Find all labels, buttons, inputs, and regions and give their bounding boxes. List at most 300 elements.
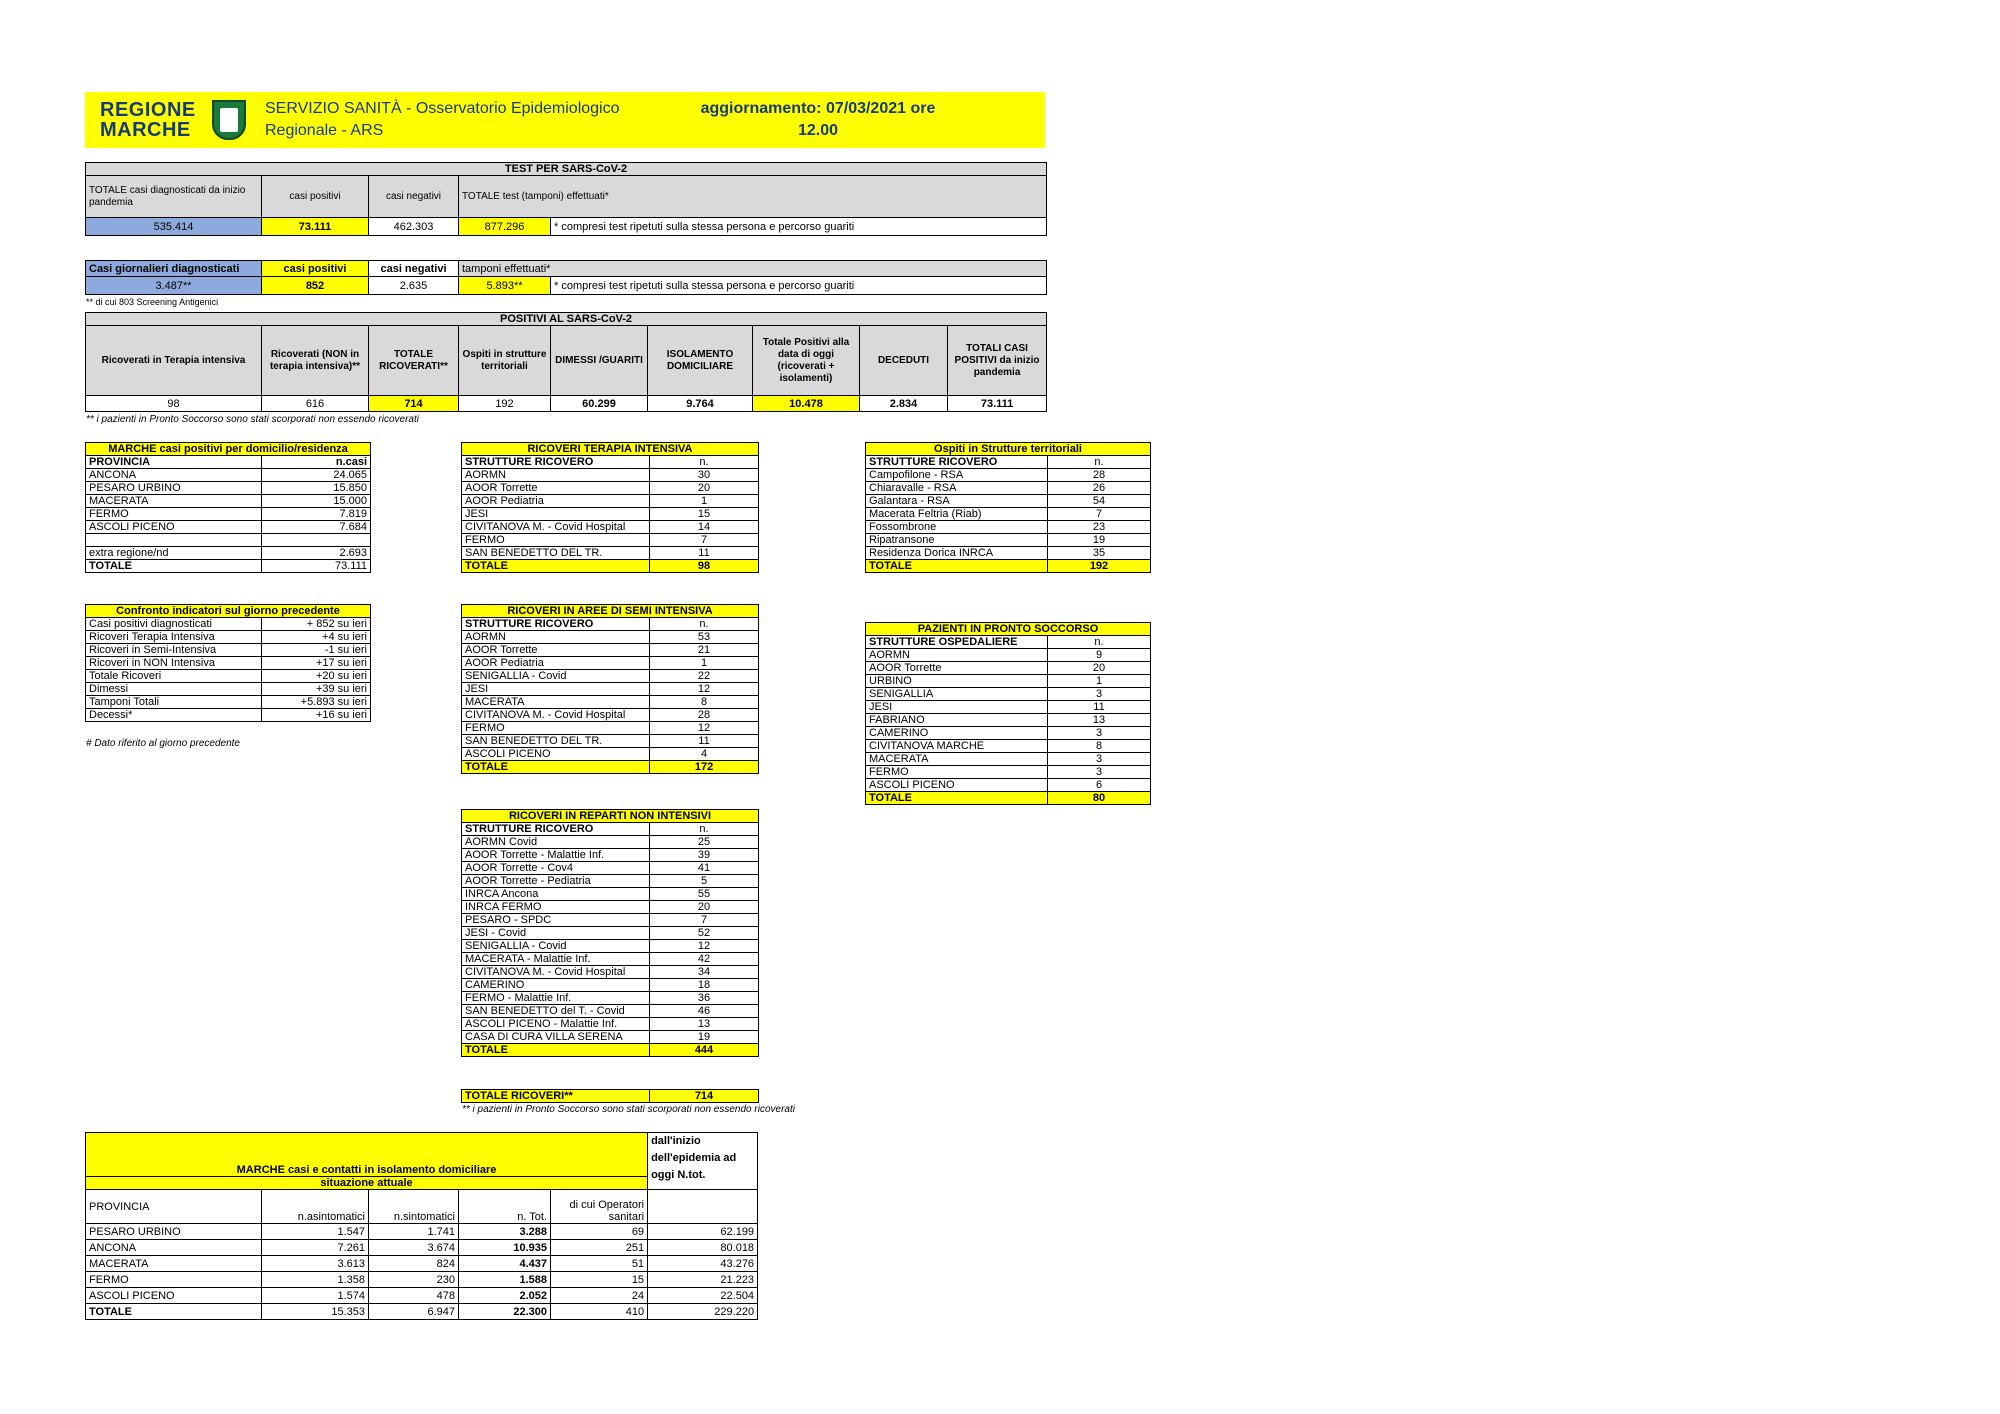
table-row bbox=[86, 469, 371, 482]
tests-title: TEST PER SARS-CoV-2 bbox=[86, 163, 1047, 176]
positives-value: 60.299 bbox=[551, 396, 648, 412]
nonint-row-value: 25 bbox=[650, 836, 759, 849]
table-row bbox=[462, 735, 759, 748]
icu-row-value: 11 bbox=[650, 547, 759, 560]
isolation-cell: 24 bbox=[551, 1288, 648, 1304]
compare-row-value: +16 su ieri bbox=[262, 709, 371, 722]
nonint-row-label: SAN BENEDETTO del T. - Covid bbox=[462, 1005, 650, 1018]
nonint-row-label: PESARO - SPDC bbox=[462, 914, 650, 927]
table-row bbox=[86, 1272, 758, 1288]
semi-row-label: CIVITANOVA M. - Covid Hospital bbox=[462, 709, 650, 722]
positives-title: POSITIVI AL SARS-CoV-2 bbox=[86, 313, 1047, 326]
regione-marche-logo bbox=[100, 98, 250, 144]
table-row bbox=[866, 675, 1151, 688]
compare-row-label: Ricoveri Terapia Intensiva bbox=[86, 631, 262, 644]
ospiti-col2: n. bbox=[1048, 456, 1151, 469]
table-row bbox=[86, 631, 371, 644]
nonint-row-value: 36 bbox=[650, 992, 759, 1005]
ps-row-label: JESI bbox=[866, 701, 1048, 714]
ps-row-value: 11 bbox=[1048, 701, 1151, 714]
table-row bbox=[866, 740, 1151, 753]
positives-header: Ricoverati (NON in terapia intensiva)** bbox=[262, 326, 369, 396]
table-row bbox=[462, 683, 759, 696]
tests-h-positive: casi positivi bbox=[262, 176, 369, 218]
icu-total-value: 98 bbox=[650, 560, 759, 573]
nonint-row-label: CAMERINO bbox=[462, 979, 650, 992]
semi-row-value: 12 bbox=[650, 683, 759, 696]
isolation-cell: 7.261 bbox=[262, 1240, 369, 1256]
tests-h-total: TOTALE casi diagnosticati da inizio pandemia bbox=[86, 176, 262, 218]
icu-row-label: AOOR Pediatria bbox=[462, 495, 650, 508]
ps-row-label: FABRIANO bbox=[866, 714, 1048, 727]
table-row bbox=[86, 534, 371, 547]
isolation-cell: 1.358 bbox=[262, 1272, 369, 1288]
compare-row-label: Ricoveri in NON Intensiva bbox=[86, 657, 262, 670]
table-row bbox=[462, 862, 759, 875]
ospiti-row-value: 26 bbox=[1048, 482, 1151, 495]
tests-v-negative: 462.303 bbox=[369, 218, 459, 236]
province-row-value: 15.000 bbox=[262, 495, 371, 508]
table-row bbox=[866, 766, 1151, 779]
table-row bbox=[866, 779, 1151, 792]
tests-v-tests: 877.296 bbox=[459, 218, 551, 236]
positives-value: 714 bbox=[369, 396, 459, 412]
ps-row-label: ASCOLI PICENO bbox=[866, 779, 1048, 792]
tot-ricoveri-value: 714 bbox=[650, 1090, 759, 1103]
table-row bbox=[866, 688, 1151, 701]
ps-row-value: 6 bbox=[1048, 779, 1151, 792]
header-title-line2: Regionale - ARS bbox=[265, 122, 384, 139]
isolation-cell: 51 bbox=[551, 1256, 648, 1272]
table-row bbox=[462, 1005, 759, 1018]
ospiti-row-label: Residenza Dorica INRCA bbox=[866, 547, 1048, 560]
positives-value: 10.478 bbox=[753, 396, 860, 412]
positives-header: Totale Positivi alla data di oggi (ricoverati + isolamenti) bbox=[753, 326, 860, 396]
header-update bbox=[688, 98, 948, 142]
table-row bbox=[462, 992, 759, 1005]
table-row bbox=[462, 979, 759, 992]
table-row bbox=[86, 696, 371, 709]
positives-header: TOTALE RICOVERATI** bbox=[369, 326, 459, 396]
icu-row-label: FERMO bbox=[462, 534, 650, 547]
nonint-row-value: 5 bbox=[650, 875, 759, 888]
compare-title: Confronto indicatori sul giorno precedente bbox=[86, 605, 371, 618]
positives-header: TOTALI CASI POSITIVI da inizio pandemia bbox=[948, 326, 1047, 396]
icu-table bbox=[461, 442, 759, 573]
table-row bbox=[866, 753, 1151, 766]
positives-value: 98 bbox=[86, 396, 262, 412]
nonint-row-value: 7 bbox=[650, 914, 759, 927]
semi-row-value: 53 bbox=[650, 631, 759, 644]
semi-row-label: JESI bbox=[462, 683, 650, 696]
compare-row-label: Ricoveri in Semi-Intensiva bbox=[86, 644, 262, 657]
nonint-col1: STRUTTURE RICOVERO bbox=[462, 823, 650, 836]
compare-row-value: +5.893 su ieri bbox=[262, 696, 371, 709]
isolation-total-cell: 229.220 bbox=[648, 1304, 758, 1320]
ps-row-value: 3 bbox=[1048, 766, 1151, 779]
tot-ricoveri-label: TOTALE RICOVERI** bbox=[462, 1090, 650, 1103]
table-row bbox=[462, 657, 759, 670]
isolation-total-cell: 22.300 bbox=[459, 1304, 551, 1320]
ospiti-total-label: TOTALE bbox=[866, 560, 1048, 573]
table-row bbox=[462, 953, 759, 966]
province-row-label: ANCONA bbox=[86, 469, 262, 482]
positives-header: DECEDUTI bbox=[860, 326, 948, 396]
isolation-cell: 80.018 bbox=[648, 1240, 758, 1256]
ospiti-row-label: Galantara - RSA bbox=[866, 495, 1048, 508]
nonint-row-value: 42 bbox=[650, 953, 759, 966]
table-row bbox=[86, 1256, 758, 1272]
icu-row-value: 30 bbox=[650, 469, 759, 482]
nonint-row-value: 52 bbox=[650, 927, 759, 940]
ps-row-label: URBINO bbox=[866, 675, 1048, 688]
compare-row-value: +17 su ieri bbox=[262, 657, 371, 670]
table-row bbox=[86, 547, 371, 560]
icu-row-value: 14 bbox=[650, 521, 759, 534]
positives-value: 2.834 bbox=[860, 396, 948, 412]
tests-h-tests: TOTALE test (tamponi) effettuati* bbox=[459, 176, 1047, 218]
ps-row-value: 20 bbox=[1048, 662, 1151, 675]
ps-title: PAZIENTI IN PRONTO SOCCORSO bbox=[866, 623, 1151, 636]
table-row bbox=[462, 888, 759, 901]
icu-row-value: 15 bbox=[650, 508, 759, 521]
nonint-total-value: 444 bbox=[650, 1044, 759, 1057]
positives-header: Ricoverati in Terapia intensiva bbox=[86, 326, 262, 396]
semi-row-label: ASCOLI PICENO bbox=[462, 748, 650, 761]
positives-table bbox=[85, 312, 1047, 412]
table-row bbox=[462, 966, 759, 979]
semi-col1: STRUTTURE RICOVERO bbox=[462, 618, 650, 631]
semi-col2: n. bbox=[650, 618, 759, 631]
isolation-cell: 4.437 bbox=[459, 1256, 551, 1272]
icu-col1: STRUTTURE RICOVERO bbox=[462, 456, 650, 469]
province-title: MARCHE casi positivi per domicilio/residenza bbox=[86, 443, 371, 456]
ps-row-value: 3 bbox=[1048, 727, 1151, 740]
ps-row-label: CAMERINO bbox=[866, 727, 1048, 740]
isolation-subtitle: situazione attuale bbox=[86, 1177, 648, 1190]
nonint-row-value: 34 bbox=[650, 966, 759, 979]
nonint-row-label: MACERATA - Malattie Inf. bbox=[462, 953, 650, 966]
nonint-row-label: CASA DI CURA VILLA SERENA bbox=[462, 1031, 650, 1044]
table-row bbox=[462, 722, 759, 735]
nonint-row-label: INRCA Ancona bbox=[462, 888, 650, 901]
ps-col2: n. bbox=[1048, 636, 1151, 649]
table-row bbox=[462, 875, 759, 888]
table-row bbox=[462, 1031, 759, 1044]
table-row bbox=[866, 727, 1151, 740]
ospiti-row-label: Campofilone - RSA bbox=[866, 469, 1048, 482]
semi-row-label: MACERATA bbox=[462, 696, 650, 709]
daily-v-positive: 852 bbox=[262, 277, 369, 295]
table-row bbox=[462, 940, 759, 953]
isolation-cell: PESARO URBINO bbox=[86, 1224, 262, 1240]
ps-row-label: FERMO bbox=[866, 766, 1048, 779]
isolation-title: MARCHE casi e contatti in isolamento domiciliare bbox=[86, 1133, 648, 1177]
ospiti-row-value: 23 bbox=[1048, 521, 1151, 534]
table-row bbox=[462, 927, 759, 940]
table-row bbox=[866, 508, 1151, 521]
semi-table bbox=[461, 604, 759, 774]
isolation-col-blank bbox=[648, 1190, 758, 1224]
coat-of-arms-icon bbox=[212, 100, 246, 140]
table-row bbox=[866, 469, 1151, 482]
semi-row-label: AOOR Torrette bbox=[462, 644, 650, 657]
tot-ricoveri-table bbox=[461, 1089, 759, 1103]
isolation-cell: 15 bbox=[551, 1272, 648, 1288]
isolation-cell: 230 bbox=[369, 1272, 459, 1288]
isolation-cell: 1.588 bbox=[459, 1272, 551, 1288]
ps-total-value: 80 bbox=[1048, 792, 1151, 805]
table-row bbox=[866, 521, 1151, 534]
table-row bbox=[462, 709, 759, 722]
ps-total-label: TOTALE bbox=[866, 792, 1048, 805]
table-row bbox=[86, 618, 371, 631]
ospiti-row-value: 19 bbox=[1048, 534, 1151, 547]
semi-row-value: 12 bbox=[650, 722, 759, 735]
icu-row-value: 7 bbox=[650, 534, 759, 547]
daily-table bbox=[85, 260, 1047, 295]
province-row-value: 2.693 bbox=[262, 547, 371, 560]
table-row bbox=[462, 534, 759, 547]
compare-row-value: +39 su ieri bbox=[262, 683, 371, 696]
ospiti-row-value: 28 bbox=[1048, 469, 1151, 482]
semi-row-value: 1 bbox=[650, 657, 759, 670]
isolation-cell: 3.288 bbox=[459, 1224, 551, 1240]
header-title-line1: SERVIZIO SANITÀ - Osservatorio Epidemiologico bbox=[265, 100, 620, 117]
nonint-row-value: 12 bbox=[650, 940, 759, 953]
ospiti-title: Ospiti in Strutture territoriali bbox=[866, 443, 1151, 456]
positives-value: 616 bbox=[262, 396, 369, 412]
semi-row-value: 21 bbox=[650, 644, 759, 657]
icu-row-label: JESI bbox=[462, 508, 650, 521]
positives-header: ISOLAMENTO DOMICILIARE bbox=[648, 326, 753, 396]
table-row bbox=[866, 649, 1151, 662]
isolation-total-cell: 6.947 bbox=[369, 1304, 459, 1320]
ps-row-label: MACERATA bbox=[866, 753, 1048, 766]
daily-h-negative: casi negativi bbox=[369, 261, 459, 277]
daily-v-tests: 5.893** bbox=[459, 277, 551, 295]
table-row bbox=[866, 482, 1151, 495]
semi-row-label: AOOR Pediatria bbox=[462, 657, 650, 670]
nonint-row-label: AOOR Torrette - Pediatria bbox=[462, 875, 650, 888]
nonint-row-label: AORMN Covid bbox=[462, 836, 650, 849]
update-line1: aggiornamento: 07/03/2021 ore bbox=[700, 100, 936, 117]
icu-row-label: AOOR Torrette bbox=[462, 482, 650, 495]
province-row-label bbox=[86, 534, 262, 547]
province-row-label: MACERATA bbox=[86, 495, 262, 508]
province-row-label: PESARO URBINO bbox=[86, 482, 262, 495]
icu-col2: n. bbox=[650, 456, 759, 469]
nonint-table bbox=[461, 809, 759, 1057]
table-row bbox=[86, 1240, 758, 1256]
province-row-value: 24.065 bbox=[262, 469, 371, 482]
header-title bbox=[265, 98, 620, 142]
daily-h-positive: casi positivi bbox=[262, 261, 369, 277]
table-row bbox=[86, 508, 371, 521]
ps-row-label: SENIGALLIA bbox=[866, 688, 1048, 701]
nonint-row-value: 18 bbox=[650, 979, 759, 992]
ps-row-value: 3 bbox=[1048, 753, 1151, 766]
isolation-cell: ANCONA bbox=[86, 1240, 262, 1256]
daily-h-tests: tamponi effettuati* bbox=[459, 261, 1047, 277]
isolation-cell: 3.613 bbox=[262, 1256, 369, 1272]
isolation-cell: 22.504 bbox=[648, 1288, 758, 1304]
ps-row-label: CIVITANOVA MARCHE bbox=[866, 740, 1048, 753]
province-row-value: 7.684 bbox=[262, 521, 371, 534]
isolation-cell: 1.741 bbox=[369, 1224, 459, 1240]
table-row bbox=[462, 521, 759, 534]
icu-title: RICOVERI TERAPIA INTENSIVA bbox=[462, 443, 759, 456]
compare-row-value: +4 su ieri bbox=[262, 631, 371, 644]
positives-header: Ospiti in strutture territoriali bbox=[459, 326, 551, 396]
isolation-cell: 3.674 bbox=[369, 1240, 459, 1256]
daily-v-negative: 2.635 bbox=[369, 277, 459, 295]
icu-row-label: SAN BENEDETTO DEL TR. bbox=[462, 547, 650, 560]
isolation-col-prov: PROVINCIA bbox=[86, 1190, 262, 1224]
isolation-cell: 10.935 bbox=[459, 1240, 551, 1256]
tests-v-total: 535.414 bbox=[86, 218, 262, 236]
positives-value: 192 bbox=[459, 396, 551, 412]
nonint-row-label: AOOR Torrette - Cov4 bbox=[462, 862, 650, 875]
table-row bbox=[86, 1288, 758, 1304]
ps-row-value: 3 bbox=[1048, 688, 1151, 701]
table-row bbox=[86, 657, 371, 670]
ps-row-value: 13 bbox=[1048, 714, 1151, 727]
tests-h-negative: casi negativi bbox=[369, 176, 459, 218]
table-row bbox=[86, 709, 371, 722]
table-row bbox=[462, 670, 759, 683]
table-row bbox=[462, 482, 759, 495]
ps-col1: STRUTTURE OSPEDALIERE bbox=[866, 636, 1048, 649]
province-row-label: FERMO bbox=[86, 508, 262, 521]
nonint-row-label: AOOR Torrette - Malattie Inf. bbox=[462, 849, 650, 862]
province-col1: PROVINCIA bbox=[86, 456, 262, 469]
isolation-cell: 1.547 bbox=[262, 1224, 369, 1240]
province-row-value bbox=[262, 534, 371, 547]
nonint-row-label: JESI - Covid bbox=[462, 927, 650, 940]
isolation-col-op: di cui Operatori sanitari bbox=[551, 1190, 648, 1224]
ps-row-value: 1 bbox=[1048, 675, 1151, 688]
table-row bbox=[462, 901, 759, 914]
table-row bbox=[462, 495, 759, 508]
semi-row-value: 11 bbox=[650, 735, 759, 748]
table-row bbox=[866, 662, 1151, 675]
compare-row-label: Totale Ricoveri bbox=[86, 670, 262, 683]
isolation-cell: 21.223 bbox=[648, 1272, 758, 1288]
table-row bbox=[462, 547, 759, 560]
icu-row-value: 1 bbox=[650, 495, 759, 508]
compare-row-value: -1 su ieri bbox=[262, 644, 371, 657]
nonint-row-value: 13 bbox=[650, 1018, 759, 1031]
icu-total-label: TOTALE bbox=[462, 560, 650, 573]
table-row bbox=[86, 495, 371, 508]
isolation-table bbox=[85, 1132, 758, 1320]
isolation-cell: 69 bbox=[551, 1224, 648, 1240]
daily-h-total: Casi giornalieri diagnosticati bbox=[86, 261, 262, 277]
table-row bbox=[866, 495, 1151, 508]
icu-row-label: AORMN bbox=[462, 469, 650, 482]
table-row bbox=[462, 696, 759, 709]
compare-table bbox=[85, 604, 371, 722]
table-row bbox=[462, 914, 759, 927]
positives-header: DIMESSI /GUARITI bbox=[551, 326, 648, 396]
table-row bbox=[462, 469, 759, 482]
semi-total-value: 172 bbox=[650, 761, 759, 774]
nonint-row-label: ASCOLI PICENO - Malattie Inf. bbox=[462, 1018, 650, 1031]
ospiti-row-label: Chiaravalle - RSA bbox=[866, 482, 1048, 495]
compare-note: # Dato riferito al giorno precedente bbox=[86, 738, 240, 749]
semi-title: RICOVERI IN AREE DI SEMI INTENSIVA bbox=[462, 605, 759, 618]
tests-table bbox=[85, 162, 1047, 236]
ospiti-total-value: 192 bbox=[1048, 560, 1151, 573]
nonint-col2: n. bbox=[650, 823, 759, 836]
table-row bbox=[86, 521, 371, 534]
ps-row-label: AOOR Torrette bbox=[866, 662, 1048, 675]
icu-row-value: 20 bbox=[650, 482, 759, 495]
isolation-cell: 2.052 bbox=[459, 1288, 551, 1304]
compare-row-label: Tamponi Totali bbox=[86, 696, 262, 709]
isolation-cell: FERMO bbox=[86, 1272, 262, 1288]
daily-v-total: 3.487** bbox=[86, 277, 262, 295]
table-row bbox=[462, 508, 759, 521]
table-row bbox=[462, 631, 759, 644]
ospiti-table bbox=[865, 442, 1151, 573]
isolation-cell: 62.199 bbox=[648, 1224, 758, 1240]
table-row bbox=[86, 1224, 758, 1240]
ospiti-row-label: Fossombrone bbox=[866, 521, 1048, 534]
daily-note: * compresi test ripetuti sulla stessa persona e percorso guariti bbox=[551, 277, 1047, 295]
province-col2: n.casi bbox=[262, 456, 371, 469]
nonint-row-value: 20 bbox=[650, 901, 759, 914]
table-row bbox=[866, 547, 1151, 560]
table-row bbox=[86, 482, 371, 495]
ps-row-value: 9 bbox=[1048, 649, 1151, 662]
isolation-total-cell: 15.353 bbox=[262, 1304, 369, 1320]
compare-row-label: Dimessi bbox=[86, 683, 262, 696]
province-table bbox=[85, 442, 371, 573]
semi-row-value: 4 bbox=[650, 748, 759, 761]
isolation-cell: MACERATA bbox=[86, 1256, 262, 1272]
ospiti-row-value: 35 bbox=[1048, 547, 1151, 560]
ospiti-row-label: Macerata Feltria (Riab) bbox=[866, 508, 1048, 521]
semi-row-value: 28 bbox=[650, 709, 759, 722]
tests-v-positive: 73.111 bbox=[262, 218, 369, 236]
isolation-since-header: dall'inizio dell'epidemia ad oggi N.tot. bbox=[648, 1133, 758, 1190]
table-row bbox=[866, 714, 1151, 727]
update-line2: 12.00 bbox=[797, 122, 839, 139]
ospiti-row-label: Ripatransone bbox=[866, 534, 1048, 547]
province-total-value: 73.111 bbox=[262, 560, 371, 573]
semi-total-label: TOTALE bbox=[462, 761, 650, 774]
isolation-cell: 43.276 bbox=[648, 1256, 758, 1272]
isolation-cell: 478 bbox=[369, 1288, 459, 1304]
ps-row-value: 8 bbox=[1048, 740, 1151, 753]
icu-row-label: CIVITANOVA M. - Covid Hospital bbox=[462, 521, 650, 534]
isolation-cell: 824 bbox=[369, 1256, 459, 1272]
table-row bbox=[86, 670, 371, 683]
semi-row-label: FERMO bbox=[462, 722, 650, 735]
tot-ricoveri-note: ** i pazienti in Pronto Soccorso sono stati scorporati non essendo ricoverati bbox=[462, 1104, 795, 1115]
isolation-total-cell: 410 bbox=[551, 1304, 648, 1320]
compare-row-value: + 852 su ieri bbox=[262, 618, 371, 631]
isolation-cell: 1.574 bbox=[262, 1288, 369, 1304]
table-row bbox=[462, 748, 759, 761]
nonint-row-label: SENIGALLIA - Covid bbox=[462, 940, 650, 953]
nonint-row-label: FERMO - Malattie Inf. bbox=[462, 992, 650, 1005]
positives-value: 73.111 bbox=[948, 396, 1047, 412]
isolation-col-asint: n.asintomatici bbox=[262, 1190, 369, 1224]
ps-row-label: AORMN bbox=[866, 649, 1048, 662]
